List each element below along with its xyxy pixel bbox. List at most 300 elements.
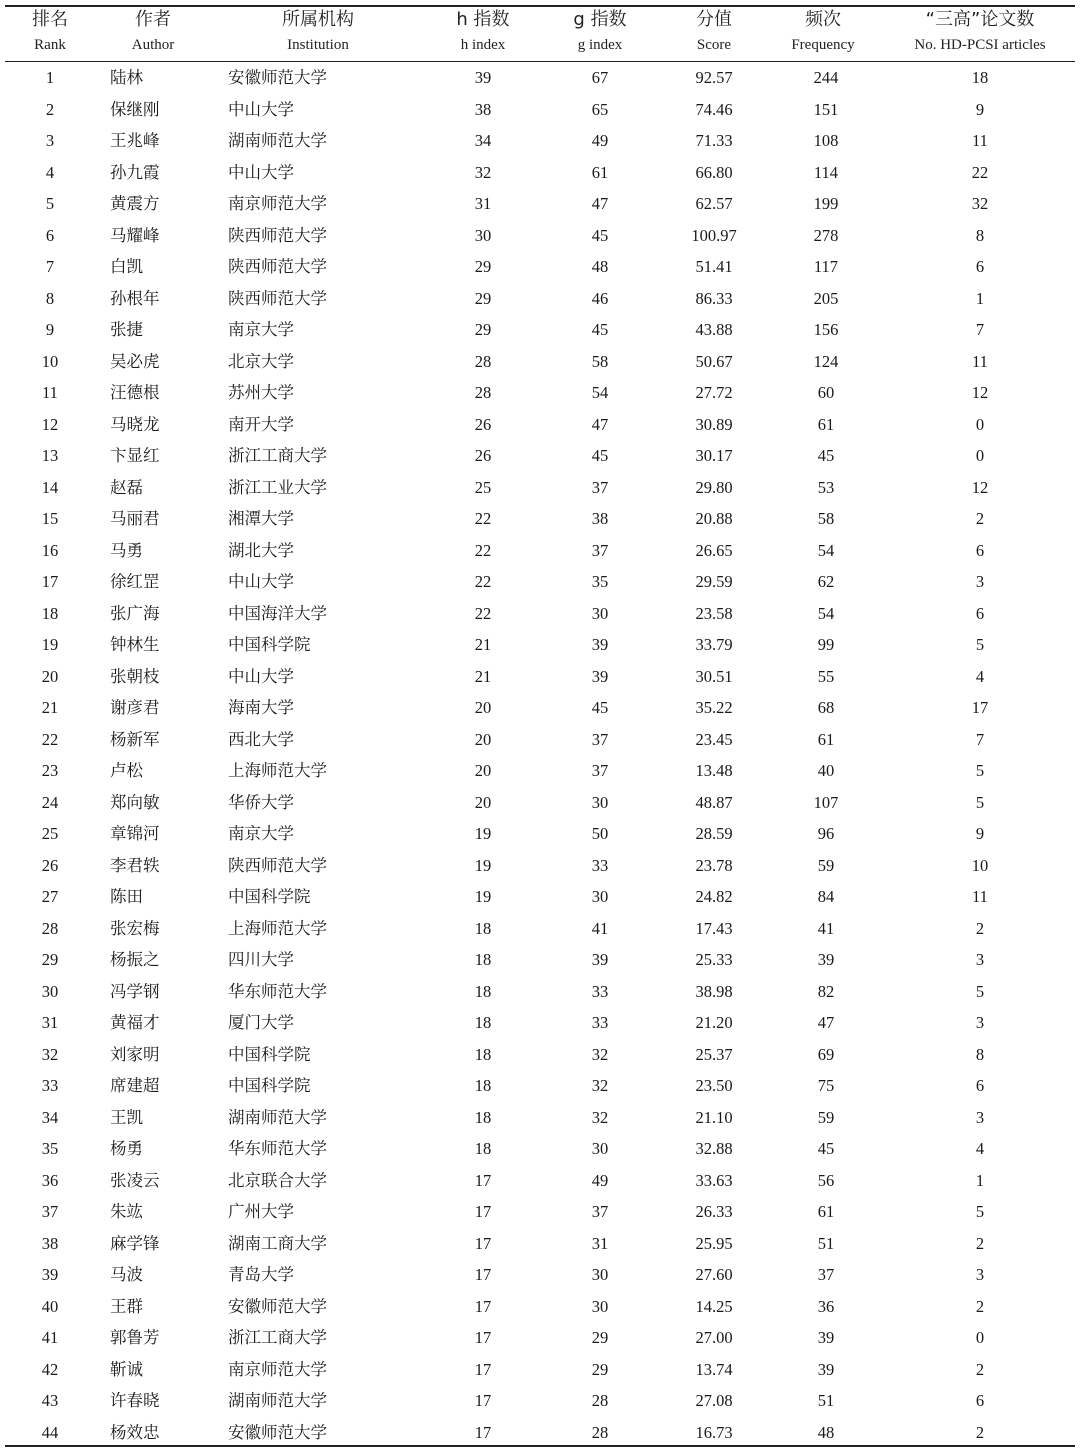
cell-institution: 青岛大学 bbox=[228, 1265, 294, 1284]
cell-institution: 华侨大学 bbox=[228, 792, 294, 812]
cell-score: 23.50 bbox=[695, 1076, 733, 1095]
cell-author: 张朝枝 bbox=[110, 666, 160, 686]
header-frequency bbox=[768, 6, 878, 61]
cell-author: 马丽君 bbox=[110, 509, 160, 528]
cell-author: 郑向敏 bbox=[110, 792, 160, 812]
cell-frequency: 40 bbox=[817, 761, 835, 780]
cell-hd-pcsi: 32 bbox=[971, 194, 989, 213]
table-row bbox=[0, 1102, 1080, 1134]
header-g-index-en: g index bbox=[577, 37, 623, 53]
cell-author: 张凌云 bbox=[110, 1170, 160, 1190]
cell-author: 靳诚 bbox=[110, 1359, 143, 1379]
cell-h-index: 29 bbox=[474, 288, 492, 308]
cell-score: 13.74 bbox=[695, 1359, 733, 1379]
cell-institution: 中国海洋大学 bbox=[228, 603, 327, 623]
cell-rank: 18 bbox=[41, 603, 59, 623]
cell-h-index: 22 bbox=[474, 603, 492, 623]
cell-frequency: 39 bbox=[817, 1328, 835, 1347]
cell-h-index: 19 bbox=[474, 887, 492, 906]
cell-institution: 中国科学院 bbox=[228, 1076, 311, 1095]
cell-author: 吴必虎 bbox=[110, 351, 160, 371]
cell-score: 24.82 bbox=[695, 887, 733, 906]
cell-author: 白凯 bbox=[110, 257, 143, 276]
cell-frequency: 69 bbox=[817, 1044, 835, 1064]
table-row bbox=[0, 157, 1080, 189]
cell-rank: 36 bbox=[41, 1170, 59, 1190]
cell-score: 26.33 bbox=[695, 1202, 733, 1221]
cell-rank: 24 bbox=[41, 792, 59, 812]
cell-hd-pcsi: 5 bbox=[975, 761, 985, 780]
cell-institution: 湖北大学 bbox=[228, 540, 294, 560]
cell-author: 朱竑 bbox=[110, 1202, 143, 1221]
cell-hd-pcsi: 6 bbox=[975, 1076, 985, 1095]
cell-institution: 中国科学院 bbox=[228, 1044, 311, 1064]
header-frequency-en: Frequency bbox=[791, 37, 855, 53]
cell-g-index: 45 bbox=[591, 698, 609, 717]
cell-score: 23.58 bbox=[695, 603, 733, 623]
cell-rank: 15 bbox=[41, 509, 59, 528]
cell-author: 张捷 bbox=[110, 320, 143, 339]
cell-h-index: 20 bbox=[474, 792, 492, 812]
cell-author: 章锦河 bbox=[110, 824, 160, 843]
cell-frequency: 54 bbox=[817, 603, 835, 623]
cell-hd-pcsi: 1 bbox=[975, 288, 985, 308]
cell-score: 30.89 bbox=[695, 414, 733, 434]
cell-h-index: 39 bbox=[474, 68, 492, 87]
cell-institution: 湖南师范大学 bbox=[228, 131, 327, 150]
cell-author: 郭鲁芳 bbox=[110, 1328, 160, 1347]
cell-author: 孙根年 bbox=[110, 288, 160, 308]
cell-institution: 陕西师范大学 bbox=[228, 225, 327, 245]
cell-institution: 陕西师范大学 bbox=[228, 257, 327, 276]
cell-h-index: 17 bbox=[474, 1328, 492, 1347]
table-header bbox=[0, 6, 1080, 61]
table-row bbox=[0, 1385, 1080, 1417]
cell-score: 100.97 bbox=[691, 225, 737, 245]
cell-h-index: 30 bbox=[474, 225, 492, 245]
cell-institution: 浙江工商大学 bbox=[228, 446, 327, 465]
cell-frequency: 36 bbox=[817, 1296, 835, 1316]
cell-rank: 40 bbox=[41, 1296, 59, 1316]
cell-g-index: 46 bbox=[591, 288, 609, 308]
cell-author: 黄福才 bbox=[110, 1013, 160, 1032]
cell-frequency: 96 bbox=[817, 824, 835, 843]
cell-institution: 陕西师范大学 bbox=[228, 288, 327, 308]
cell-g-index: 37 bbox=[591, 540, 609, 560]
cell-g-index: 37 bbox=[591, 477, 609, 497]
cell-author: 钟林生 bbox=[110, 635, 160, 654]
table-row bbox=[0, 503, 1080, 535]
cell-hd-pcsi: 8 bbox=[975, 1044, 985, 1064]
cell-frequency: 51 bbox=[817, 1391, 835, 1410]
cell-institution: 中国科学院 bbox=[228, 887, 311, 906]
header-author-zh: 作者 bbox=[135, 9, 171, 30]
cell-institution: 上海师范大学 bbox=[228, 761, 327, 780]
cell-rank: 37 bbox=[41, 1202, 59, 1221]
cell-g-index: 67 bbox=[591, 68, 609, 87]
cell-g-index: 29 bbox=[591, 1359, 609, 1379]
header-h-index-zh: h 指数 bbox=[456, 9, 510, 30]
cell-institution: 西北大学 bbox=[228, 729, 294, 749]
cell-rank: 14 bbox=[41, 477, 59, 497]
cell-g-index: 38 bbox=[591, 509, 609, 528]
cell-h-index: 19 bbox=[474, 824, 492, 843]
header-rank-en: Rank bbox=[34, 37, 66, 53]
cell-g-index: 33 bbox=[591, 1013, 609, 1032]
cell-g-index: 30 bbox=[591, 1139, 609, 1158]
cell-rank: 1 bbox=[45, 68, 55, 87]
cell-rank: 34 bbox=[41, 1107, 59, 1127]
cell-h-index: 26 bbox=[474, 414, 492, 434]
cell-score: 20.88 bbox=[695, 509, 733, 528]
table-row bbox=[0, 598, 1080, 630]
table-row bbox=[0, 629, 1080, 661]
cell-frequency: 53 bbox=[817, 477, 835, 497]
table-row bbox=[0, 440, 1080, 472]
cell-rank: 6 bbox=[45, 225, 55, 245]
cell-g-index: 32 bbox=[591, 1044, 609, 1064]
table-row bbox=[0, 251, 1080, 283]
cell-h-index: 22 bbox=[474, 509, 492, 528]
cell-frequency: 107 bbox=[813, 792, 839, 812]
cell-rank: 39 bbox=[41, 1265, 59, 1284]
cell-h-index: 18 bbox=[474, 918, 492, 938]
cell-institution: 浙江工业大学 bbox=[228, 477, 327, 497]
cell-frequency: 45 bbox=[817, 446, 835, 465]
table-row bbox=[0, 787, 1080, 819]
cell-score: 25.33 bbox=[695, 950, 733, 969]
cell-institution: 南开大学 bbox=[228, 414, 294, 434]
cell-score: 27.08 bbox=[695, 1391, 733, 1410]
cell-author: 陈田 bbox=[110, 887, 143, 906]
cell-score: 74.46 bbox=[695, 99, 733, 119]
cell-score: 92.57 bbox=[695, 68, 733, 87]
table-body bbox=[0, 62, 1080, 1448]
cell-g-index: 33 bbox=[591, 981, 609, 1001]
cell-g-index: 39 bbox=[591, 666, 609, 686]
cell-institution: 广州大学 bbox=[228, 1202, 294, 1221]
cell-g-index: 37 bbox=[591, 761, 609, 780]
cell-frequency: 59 bbox=[817, 855, 835, 875]
cell-frequency: 205 bbox=[813, 288, 839, 308]
cell-score: 27.72 bbox=[695, 383, 733, 402]
cell-h-index: 19 bbox=[474, 855, 492, 875]
cell-h-index: 18 bbox=[474, 1107, 492, 1127]
cell-frequency: 82 bbox=[817, 981, 835, 1001]
cell-institution: 苏州大学 bbox=[228, 383, 294, 402]
cell-author: 黄震方 bbox=[110, 194, 160, 213]
cell-hd-pcsi: 6 bbox=[975, 540, 985, 560]
cell-hd-pcsi: 22 bbox=[971, 162, 989, 182]
cell-author: 马晓龙 bbox=[110, 414, 160, 434]
cell-institution: 陕西师范大学 bbox=[228, 855, 327, 875]
table-row bbox=[0, 944, 1080, 976]
header-institution-en: Institution bbox=[287, 37, 349, 53]
cell-rank: 42 bbox=[41, 1359, 59, 1379]
cell-score: 17.43 bbox=[695, 918, 733, 938]
cell-g-index: 48 bbox=[591, 257, 609, 276]
cell-author: 卞显红 bbox=[110, 446, 160, 465]
cell-author: 马耀峰 bbox=[110, 225, 160, 245]
cell-h-index: 18 bbox=[474, 981, 492, 1001]
cell-institution: 中国科学院 bbox=[228, 635, 311, 654]
cell-institution: 四川大学 bbox=[228, 950, 294, 969]
table-row bbox=[0, 314, 1080, 346]
cell-rank: 44 bbox=[41, 1422, 59, 1442]
cell-g-index: 30 bbox=[591, 1296, 609, 1316]
cell-author: 席建超 bbox=[110, 1076, 160, 1095]
cell-g-index: 32 bbox=[591, 1076, 609, 1095]
cell-institution: 中山大学 bbox=[228, 162, 294, 182]
table-row bbox=[0, 1070, 1080, 1102]
cell-hd-pcsi: 8 bbox=[975, 225, 985, 245]
cell-g-index: 39 bbox=[591, 950, 609, 969]
cell-h-index: 20 bbox=[474, 698, 492, 717]
cell-frequency: 55 bbox=[817, 666, 835, 686]
cell-hd-pcsi: 9 bbox=[975, 824, 985, 843]
cell-score: 30.17 bbox=[695, 446, 733, 465]
cell-h-index: 28 bbox=[474, 383, 492, 402]
cell-score: 16.73 bbox=[695, 1422, 733, 1442]
cell-frequency: 151 bbox=[813, 99, 839, 119]
table-row bbox=[0, 881, 1080, 913]
cell-institution: 中山大学 bbox=[228, 572, 294, 591]
cell-hd-pcsi: 6 bbox=[975, 257, 985, 276]
cell-hd-pcsi: 7 bbox=[975, 729, 985, 749]
cell-rank: 16 bbox=[41, 540, 59, 560]
cell-g-index: 30 bbox=[591, 887, 609, 906]
cell-frequency: 59 bbox=[817, 1107, 835, 1127]
cell-hd-pcsi: 12 bbox=[971, 477, 989, 497]
cell-hd-pcsi: 11 bbox=[972, 887, 988, 906]
header-score-zh: 分值 bbox=[696, 9, 732, 30]
cell-g-index: 28 bbox=[591, 1422, 609, 1442]
cell-frequency: 39 bbox=[817, 1359, 835, 1379]
table-row bbox=[0, 377, 1080, 409]
header-g-index-zh: g 指数 bbox=[573, 9, 627, 30]
cell-frequency: 68 bbox=[817, 698, 835, 717]
cell-h-index: 29 bbox=[474, 257, 492, 276]
cell-rank: 11 bbox=[42, 383, 58, 402]
cell-author: 李君轶 bbox=[110, 855, 160, 875]
cell-score: 14.25 bbox=[695, 1296, 733, 1316]
cell-institution: 华东师范大学 bbox=[228, 981, 327, 1001]
cell-author: 汪德根 bbox=[110, 383, 160, 402]
table-row bbox=[0, 94, 1080, 126]
cell-score: 66.80 bbox=[695, 162, 733, 182]
cell-rank: 12 bbox=[41, 414, 59, 434]
table-row bbox=[0, 566, 1080, 598]
cell-institution: 厦门大学 bbox=[228, 1013, 294, 1032]
table-row bbox=[0, 1322, 1080, 1354]
cell-hd-pcsi: 2 bbox=[975, 509, 985, 528]
cell-g-index: 47 bbox=[591, 194, 609, 213]
cell-g-index: 45 bbox=[591, 446, 609, 465]
cell-rank: 7 bbox=[45, 257, 55, 276]
cell-institution: 中山大学 bbox=[228, 99, 294, 119]
cell-g-index: 45 bbox=[591, 225, 609, 245]
cell-frequency: 114 bbox=[813, 162, 839, 182]
cell-score: 27.00 bbox=[695, 1328, 733, 1347]
cell-rank: 32 bbox=[41, 1044, 59, 1064]
cell-rank: 29 bbox=[41, 950, 59, 969]
cell-g-index: 35 bbox=[591, 572, 609, 591]
cell-institution: 浙江工商大学 bbox=[228, 1328, 327, 1347]
cell-hd-pcsi: 2 bbox=[975, 1233, 985, 1253]
cell-hd-pcsi: 5 bbox=[975, 1202, 985, 1221]
table-row bbox=[0, 346, 1080, 378]
cell-rank: 4 bbox=[45, 162, 55, 182]
cell-rank: 2 bbox=[45, 99, 55, 119]
cell-h-index: 26 bbox=[474, 446, 492, 465]
cell-frequency: 48 bbox=[817, 1422, 835, 1442]
cell-score: 33.63 bbox=[695, 1170, 733, 1190]
cell-frequency: 124 bbox=[813, 351, 839, 371]
cell-author: 冯学钢 bbox=[110, 981, 160, 1001]
cell-rank: 28 bbox=[41, 918, 59, 938]
cell-g-index: 45 bbox=[591, 320, 609, 339]
header-score bbox=[674, 6, 754, 61]
cell-score: 26.65 bbox=[695, 540, 733, 560]
cell-author: 王群 bbox=[110, 1296, 143, 1316]
cell-g-index: 58 bbox=[591, 351, 609, 371]
cell-hd-pcsi: 4 bbox=[975, 666, 985, 686]
cell-frequency: 37 bbox=[817, 1265, 835, 1284]
cell-score: 29.80 bbox=[695, 477, 733, 497]
cell-h-index: 21 bbox=[474, 635, 492, 654]
cell-institution: 湖南师范大学 bbox=[228, 1391, 327, 1410]
cell-rank: 10 bbox=[41, 351, 59, 371]
cell-score: 23.78 bbox=[695, 855, 733, 875]
cell-h-index: 17 bbox=[474, 1202, 492, 1221]
cell-frequency: 39 bbox=[817, 950, 835, 969]
header-hd-pcsi bbox=[890, 6, 1070, 61]
cell-score: 62.57 bbox=[695, 194, 733, 213]
table-row bbox=[0, 409, 1080, 441]
cell-score: 21.10 bbox=[695, 1107, 733, 1127]
cell-score: 48.87 bbox=[695, 792, 733, 812]
cell-institution: 北京联合大学 bbox=[228, 1170, 327, 1190]
cell-hd-pcsi: 3 bbox=[975, 1107, 985, 1127]
cell-score: 21.20 bbox=[695, 1013, 733, 1032]
cell-h-index: 31 bbox=[474, 194, 492, 213]
header-score-en: Score bbox=[696, 37, 732, 53]
cell-score: 50.67 bbox=[695, 351, 733, 371]
cell-g-index: 32 bbox=[591, 1107, 609, 1127]
table-row bbox=[0, 188, 1080, 220]
cell-rank: 23 bbox=[41, 761, 59, 780]
cell-g-index: 37 bbox=[591, 1202, 609, 1221]
cell-frequency: 60 bbox=[817, 383, 835, 402]
cell-rank: 26 bbox=[41, 855, 59, 875]
cell-hd-pcsi: 5 bbox=[975, 792, 985, 812]
table-row bbox=[0, 913, 1080, 945]
cell-hd-pcsi: 2 bbox=[975, 1296, 985, 1316]
table-row bbox=[0, 1291, 1080, 1323]
table-row bbox=[0, 976, 1080, 1008]
cell-author: 杨新军 bbox=[110, 729, 160, 749]
cell-author: 张宏梅 bbox=[110, 918, 160, 938]
cell-frequency: 47 bbox=[817, 1013, 835, 1032]
cell-rank: 19 bbox=[41, 635, 59, 654]
cell-author: 王兆峰 bbox=[110, 131, 160, 150]
cell-score: 51.41 bbox=[695, 257, 733, 276]
cell-g-index: 37 bbox=[591, 729, 609, 749]
header-frequency-zh: 频次 bbox=[805, 9, 841, 30]
cell-h-index: 21 bbox=[474, 666, 492, 686]
cell-institution: 湖南工商大学 bbox=[228, 1233, 327, 1253]
cell-frequency: 62 bbox=[817, 572, 835, 591]
cell-frequency: 84 bbox=[817, 887, 835, 906]
cell-g-index: 47 bbox=[591, 414, 609, 434]
cell-h-index: 17 bbox=[474, 1391, 492, 1410]
cell-hd-pcsi: 0 bbox=[975, 446, 985, 465]
cell-h-index: 18 bbox=[474, 1044, 492, 1064]
cell-h-index: 25 bbox=[474, 477, 492, 497]
table-row bbox=[0, 472, 1080, 504]
cell-rank: 8 bbox=[45, 288, 55, 308]
cell-h-index: 18 bbox=[474, 1013, 492, 1032]
cell-hd-pcsi: 2 bbox=[975, 918, 985, 938]
cell-h-index: 17 bbox=[474, 1296, 492, 1316]
cell-score: 13.48 bbox=[695, 761, 733, 780]
cell-h-index: 17 bbox=[474, 1422, 492, 1442]
cell-rank: 35 bbox=[41, 1139, 59, 1158]
header-g-index bbox=[560, 6, 640, 61]
table-row bbox=[0, 62, 1080, 94]
cell-h-index: 18 bbox=[474, 1076, 492, 1095]
table-row bbox=[0, 755, 1080, 787]
cell-h-index: 20 bbox=[474, 729, 492, 749]
cell-score: 38.98 bbox=[695, 981, 733, 1001]
cell-rank: 31 bbox=[41, 1013, 59, 1032]
cell-author: 马波 bbox=[110, 1265, 143, 1284]
cell-score: 33.79 bbox=[695, 635, 733, 654]
cell-frequency: 56 bbox=[817, 1170, 835, 1190]
cell-h-index: 34 bbox=[474, 131, 492, 150]
cell-h-index: 17 bbox=[474, 1265, 492, 1284]
cell-author: 徐红罡 bbox=[110, 572, 160, 591]
table-row bbox=[0, 1228, 1080, 1260]
table-row bbox=[0, 1354, 1080, 1386]
cell-score: 25.95 bbox=[695, 1233, 733, 1253]
cell-frequency: 54 bbox=[817, 540, 835, 560]
cell-frequency: 51 bbox=[817, 1233, 835, 1253]
cell-hd-pcsi: 10 bbox=[971, 855, 989, 875]
cell-g-index: 54 bbox=[591, 383, 609, 402]
cell-frequency: 41 bbox=[817, 918, 835, 938]
cell-frequency: 99 bbox=[817, 635, 835, 654]
cell-author: 杨效忠 bbox=[110, 1422, 160, 1442]
cell-frequency: 278 bbox=[813, 225, 839, 245]
cell-g-index: 30 bbox=[591, 1265, 609, 1284]
cell-frequency: 61 bbox=[817, 1202, 835, 1221]
cell-hd-pcsi: 3 bbox=[975, 572, 985, 591]
cell-g-index: 30 bbox=[591, 792, 609, 812]
header-hd-pcsi-en: No. HD-PCSI articles bbox=[914, 37, 1046, 53]
table-row bbox=[0, 692, 1080, 724]
cell-hd-pcsi: 4 bbox=[975, 1139, 985, 1158]
cell-institution: 安徽师范大学 bbox=[228, 68, 327, 87]
cell-g-index: 41 bbox=[591, 918, 609, 938]
cell-g-index: 39 bbox=[591, 635, 609, 654]
table-row bbox=[0, 220, 1080, 252]
cell-g-index: 28 bbox=[591, 1391, 609, 1410]
cell-h-index: 17 bbox=[474, 1170, 492, 1190]
cell-author: 杨振之 bbox=[110, 950, 160, 969]
cell-rank: 33 bbox=[41, 1076, 59, 1095]
cell-score: 86.33 bbox=[695, 288, 733, 308]
